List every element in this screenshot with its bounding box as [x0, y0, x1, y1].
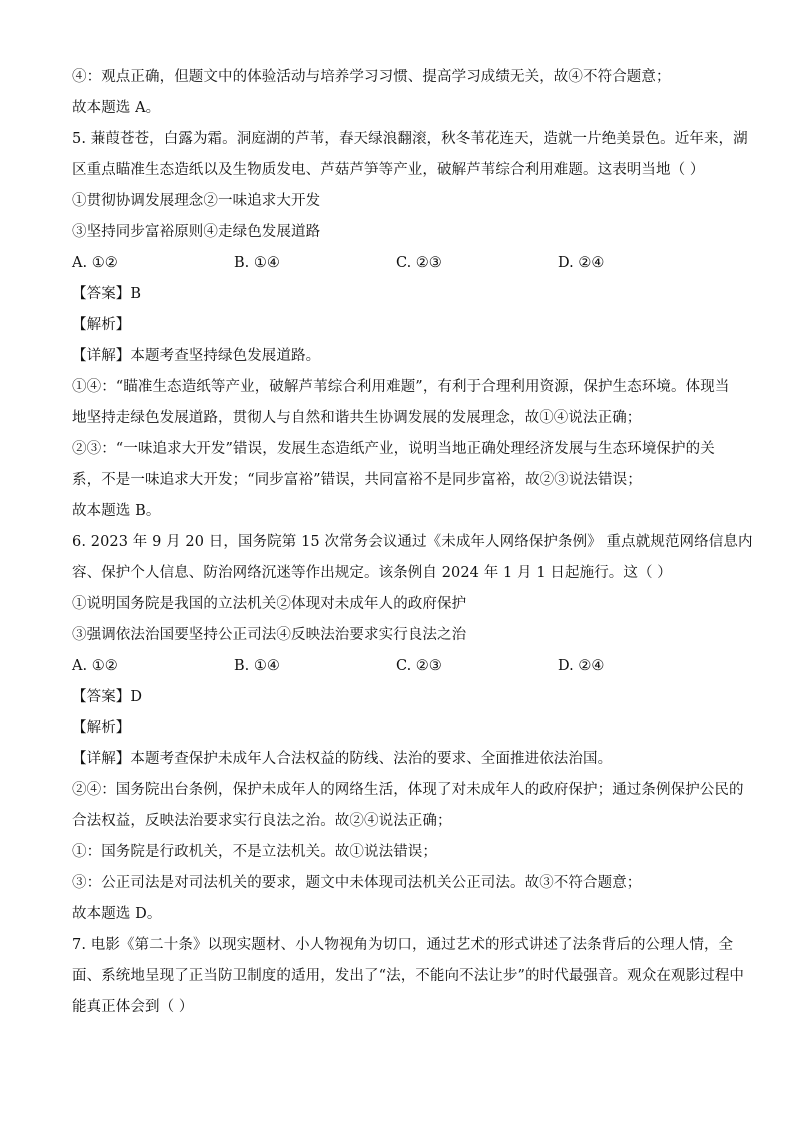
question-5-statement: ③坚持同步富裕原则④走绿色发展道路 [72, 224, 321, 240]
question-5-answer: 【答案】B [72, 286, 142, 302]
question-7-stem: 7. 电影《第二十条》以现实题材、小人物视角为切口，通过艺术的形式讲述了法条背后的公理人情，全 [72, 937, 734, 953]
text-line: 故本题选 A。 [72, 100, 161, 116]
question-5-options [72, 248, 726, 279]
question-5-analysis-label: 【解析】 [72, 317, 131, 333]
question-6-options [72, 651, 726, 682]
question-6-explanation: ②④：国务院出台条例，保护未成年人的网络生活，体现了对未成年人的政府保护；通过条例保护公民的 [72, 782, 744, 798]
question-6-answer: 【答案】D [72, 689, 143, 705]
question-6-explanation: 合法权益，反映法治要求实行良法之治。故②④说法正确； [72, 813, 452, 829]
option-b: B. ①④ [234, 255, 280, 271]
question-7-stem: 能真正体会到（ ） [72, 999, 194, 1015]
text-line: ④：观点正确，但题文中的体验活动与培养学习习惯、提高学习成绩无关，故④不符合题意； [72, 69, 671, 85]
question-6-stem: 容、保护个人信息、防治网络沉迷等作出规定。该条例自 2024 年 1 月 1 日起施行。这（ ） [72, 565, 672, 581]
option-a: A. ①② [72, 255, 118, 271]
question-6-statement: ③强调依法治国要坚持公正司法④反映法治要求实行良法之治 [72, 627, 467, 643]
option-a: A. ①② [72, 658, 118, 674]
question-5-detail: 【详解】本题考查坚持绿色发展道路。 [72, 348, 321, 364]
question-5-statement: ①贯彻协调发展理念②一味追求大开发 [72, 193, 321, 209]
option-d: D. ②④ [558, 658, 605, 674]
question-6-analysis-label: 【解析】 [72, 720, 131, 736]
question-6-conclusion: 故本题选 D。 [72, 906, 162, 922]
option-d: D. ②④ [558, 255, 605, 271]
option-b: B. ①④ [234, 658, 280, 674]
question-5-explanation: ②③：“一味追求大开发”错误，发展生态造纸产业，说明当地正确处理经济发展与生态环境保护的关 [72, 441, 715, 457]
option-c: C. ②③ [396, 255, 442, 271]
question-7-stem: 面、系统地呈现了正当防卫制度的适用，发出了“法，不能向不法让步”的时代最强音。观众在观影过程中 [72, 968, 745, 984]
question-6-statement: ①说明国务院是我国的立法机关②体现对未成年人的政府保护 [72, 596, 467, 612]
question-5-stem: 5. 蒹葭苍苍，白露为霜。洞庭湖的芦苇，春天绿浪翻滚，秋冬苇花连天，造就一片绝美景色。近年来，湖 [72, 131, 748, 147]
question-6-stem: 6. 2023 年 9 月 20 日，国务院第 15 次常务会议通过《未成年人网络保护条例》 重点就规范网络信息内 [72, 534, 753, 550]
question-5-conclusion: 故本题选 B。 [72, 503, 161, 519]
question-6-detail: 【详解】本题考查保护未成年人合法权益的防线、法治的要求、全面推进依法治国。 [72, 751, 613, 767]
question-5-explanation: 系，不是一味追求大开发；“同步富裕”错误，共同富裕不是同步富裕，故②③说法错误； [72, 472, 642, 488]
question-6-explanation: ③：公正司法是对司法机关的要求，题文中未体现司法机关公正司法。故③不符合题意； [72, 875, 642, 891]
question-6-explanation: ①：国务院是行政机关，不是立法机关。故①说法错误； [72, 844, 437, 860]
question-5-explanation: 地坚持走绿色发展道路，贯彻人与自然和谐共生协调发展的发展理念，故①④说法正确； [72, 410, 642, 426]
question-5-explanation: ①④：“瞄准生态造纸等产业，破解芦苇综合利用难题”，有利于合理利用资源，保护生态环境。体现当 [72, 379, 730, 395]
option-c: C. ②③ [396, 658, 442, 674]
document-page [72, 62, 753, 1023]
question-5-stem: 区重点瞄准生态造纸以及生物质发电、芦菇芦笋等产业，破解芦苇综合利用难题。这表明当地（ ） [72, 162, 705, 178]
